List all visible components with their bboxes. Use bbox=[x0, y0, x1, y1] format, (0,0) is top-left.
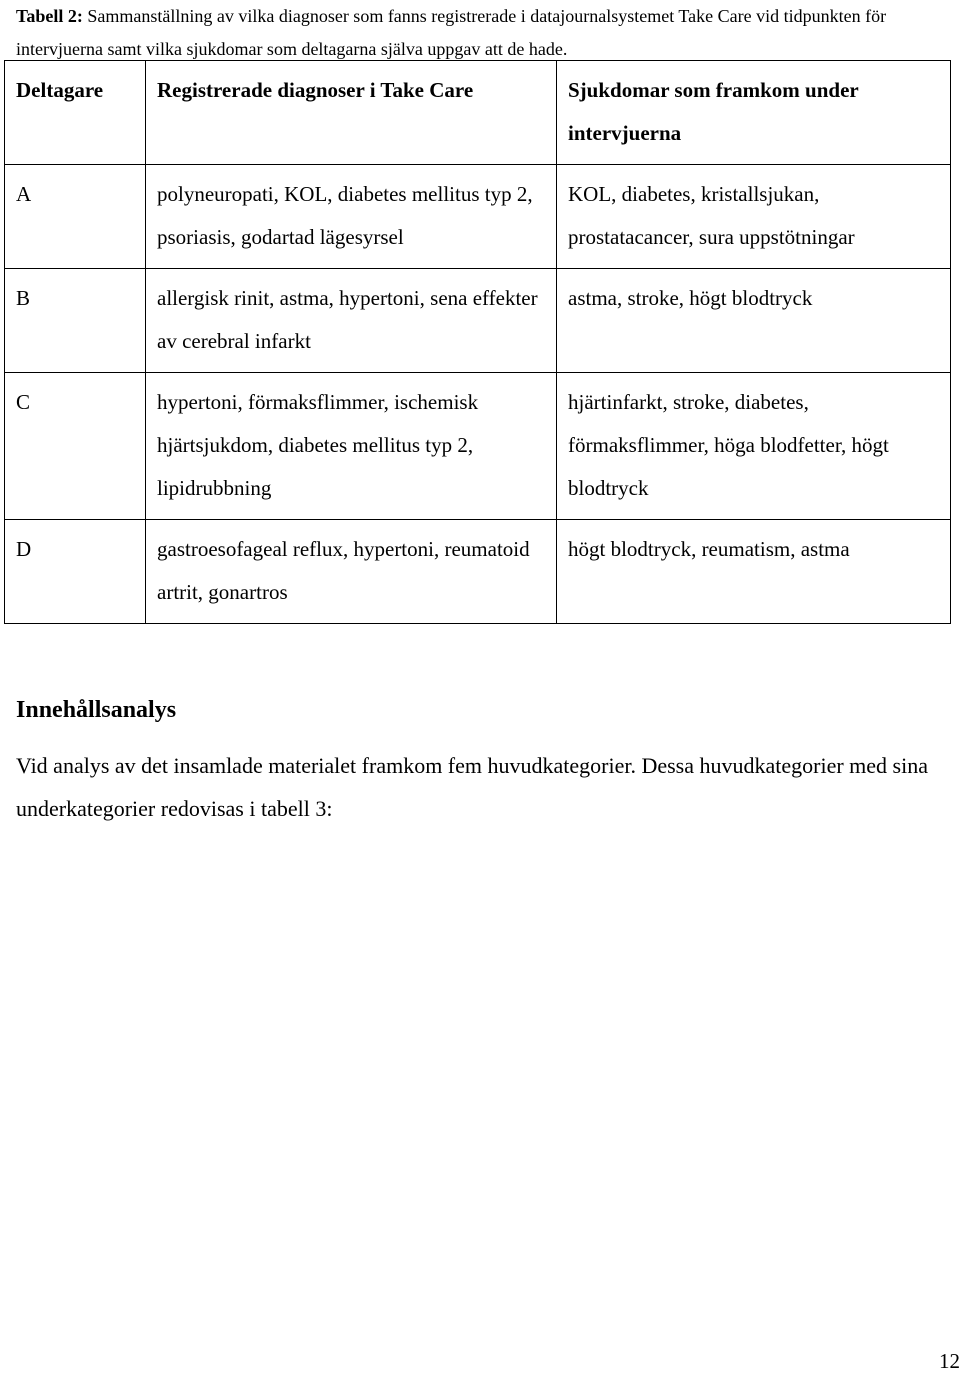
cell-interview-diseases: hjärtinfarkt, stroke, diabetes, förmaksflimmer, höga blodfetter, högt blodtryck bbox=[557, 373, 951, 520]
cell-participant: D bbox=[5, 520, 146, 624]
table-caption-text: Sammanställning av vilka diagnoser som fanns registrerade i datajournalsystemet Take Care vid tidpunkten för intervjuerna samt vilka sjukdomar som deltagarna själva uppgav att de hade. bbox=[16, 6, 887, 59]
page-number: 12 bbox=[939, 1349, 960, 1373]
table-caption-label: Tabell 2: bbox=[16, 6, 83, 26]
table-header-row bbox=[5, 61, 951, 165]
table-row bbox=[5, 373, 951, 520]
section-heading: Innehållsanalys bbox=[16, 697, 177, 723]
cell-registered-diagnoses: polyneuropati, KOL, diabetes mellitus typ 2, psoriasis, godartad lägesyrsel bbox=[146, 165, 557, 269]
header-interview-diseases: Sjukdomar som framkom under intervjuerna bbox=[557, 61, 951, 165]
cell-interview-diseases: astma, stroke, högt blodtryck bbox=[557, 269, 951, 373]
table-row bbox=[5, 165, 951, 269]
cell-participant: C bbox=[5, 373, 146, 520]
table-caption bbox=[16, 0, 946, 66]
cell-participant: B bbox=[5, 269, 146, 373]
table-row bbox=[5, 269, 951, 373]
header-participant: Deltagare bbox=[5, 61, 146, 165]
section-body-text: Vid analys av det insamlade materialet framkom fem huvudkategorier. Dessa huvudkategorier med sina underkategorier redovisas i tabell 3: bbox=[16, 753, 928, 821]
cell-interview-diseases: KOL, diabetes, kristallsjukan, prostatacancer, sura uppstötningar bbox=[557, 165, 951, 269]
header-registered-diagnoses: Registrerade diagnoser i Take Care bbox=[146, 61, 557, 165]
cell-participant: A bbox=[5, 165, 146, 269]
table-row bbox=[5, 520, 951, 624]
cell-registered-diagnoses: gastroesofageal reflux, hypertoni, reumatoid artrit, gonartros bbox=[146, 520, 557, 624]
cell-interview-diseases: högt blodtryck, reumatism, astma bbox=[557, 520, 951, 624]
cell-registered-diagnoses: hypertoni, förmaksflimmer, ischemisk hjärtsjukdom, diabetes mellitus typ 2, lipidrubbning bbox=[146, 373, 557, 520]
diagnoses-table bbox=[4, 60, 951, 624]
cell-registered-diagnoses: allergisk rinit, astma, hypertoni, sena effekter av cerebral infarkt bbox=[146, 269, 557, 373]
